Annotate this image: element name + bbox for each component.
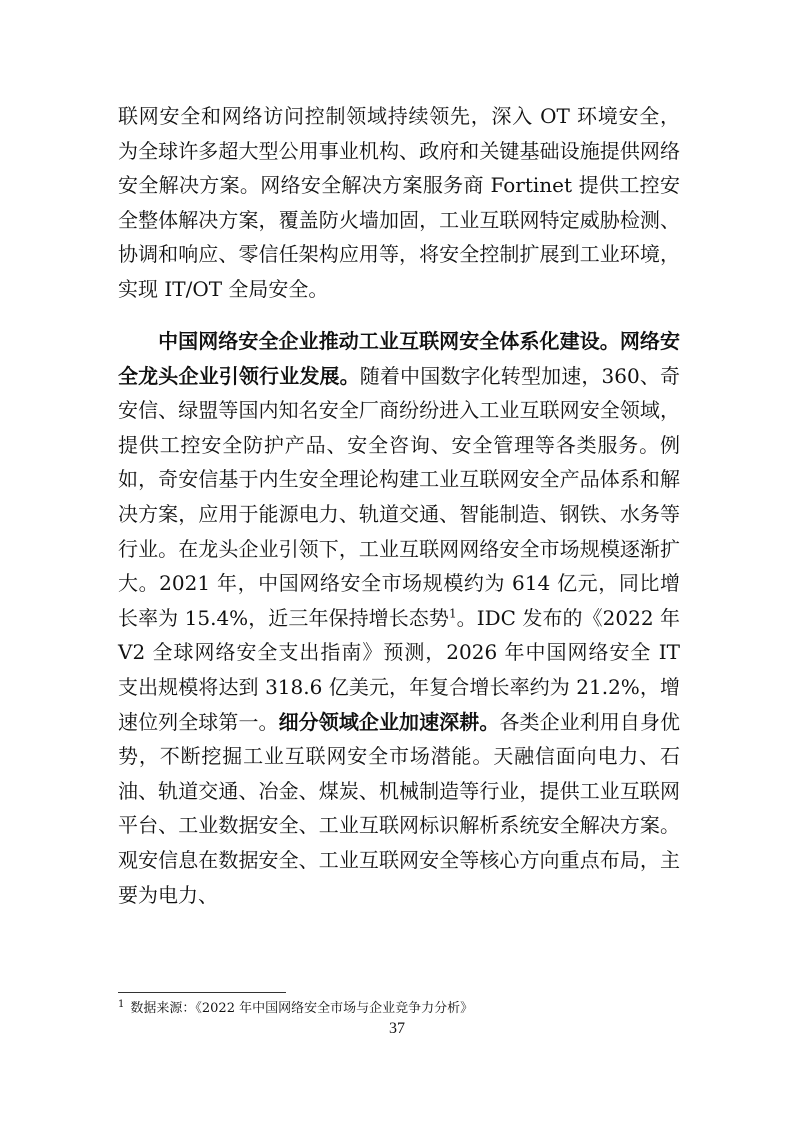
paragraph-2-text-part-2: 。IDC 发布的《2022 年 V2 全球网络安全支出指南》预测，2026 年中国网络安全 IT 支出规模将达到 318.6 亿美元，年复合增长率约为 21.2%，增速位列全球第一。 bbox=[118, 605, 680, 734]
paragraph-2-text-part-3: 各类企业利用自身优势，不断挖掘工业互联网安全市场潜能。天融信面向电力、石油、轨道交通、冶金、煤炭、机械制造等行业，提供工业互联网平台、工业数据安全、工业互联网标识解析系统安全解决方案。观安信息在数据安全、工业互联网安全等核心方向重点布局，主要为电力、 bbox=[118, 709, 681, 907]
body-paragraph-1 bbox=[118, 99, 680, 307]
subsection-heading: 细分领域企业加速深耕。 bbox=[278, 709, 500, 734]
footnote-mark: 1 bbox=[118, 998, 125, 1010]
page-number: 37 bbox=[389, 1020, 405, 1037]
paragraph-1-text: 联网安全和网络访问控制领域持续领先，深入 OT 环境安全，为全球许多超大型公用事业机构、政府和关键基础设施提供网络安全解决方案。网络安全解决方案服务商 Fortinet 提供工控安全整体解决方案，覆盖防火墙加固，工业互联网特定威胁检测、协调和响应、零信任架构应用等，将安全控制扩展到工业环境，实现 IT/OT 全局安全。 bbox=[118, 104, 680, 301]
footnote-divider bbox=[118, 992, 286, 993]
paragraph-2-text-part-1: 随着中国数字化转型加速，360、奇安信、绿盟等国内知名安全厂商纷纷进入工业互联网安全领域，提供工控安全防护产品、安全咨询、安全管理等各类服务。例如，奇安信基于内生安全理论构建工业互联网安全产品体系和解决方案，应用于能源电力、轨道交通、智能制造、钢铁、水务等行业。在龙头企业引领下，工业互联网网络安全市场规模逐渐扩大。2021 年，中国网络安全市场规模约为 614 亿元，同比增长率为 15.4%，近三年保持增长态势 bbox=[118, 363, 680, 630]
body-paragraph-2 bbox=[118, 324, 680, 912]
footnote-text: 数据来源：《2022 年中国网络安全市场与企业竞争力分析》 bbox=[130, 1001, 474, 1016]
section-heading: 中国网络安全企业推动工业互联网安全体系化建设。网络安全龙头企业引领行业发展。 bbox=[118, 329, 680, 388]
footnote-reference[interactable]: 1 bbox=[448, 606, 457, 621]
footnote bbox=[118, 1000, 680, 1018]
